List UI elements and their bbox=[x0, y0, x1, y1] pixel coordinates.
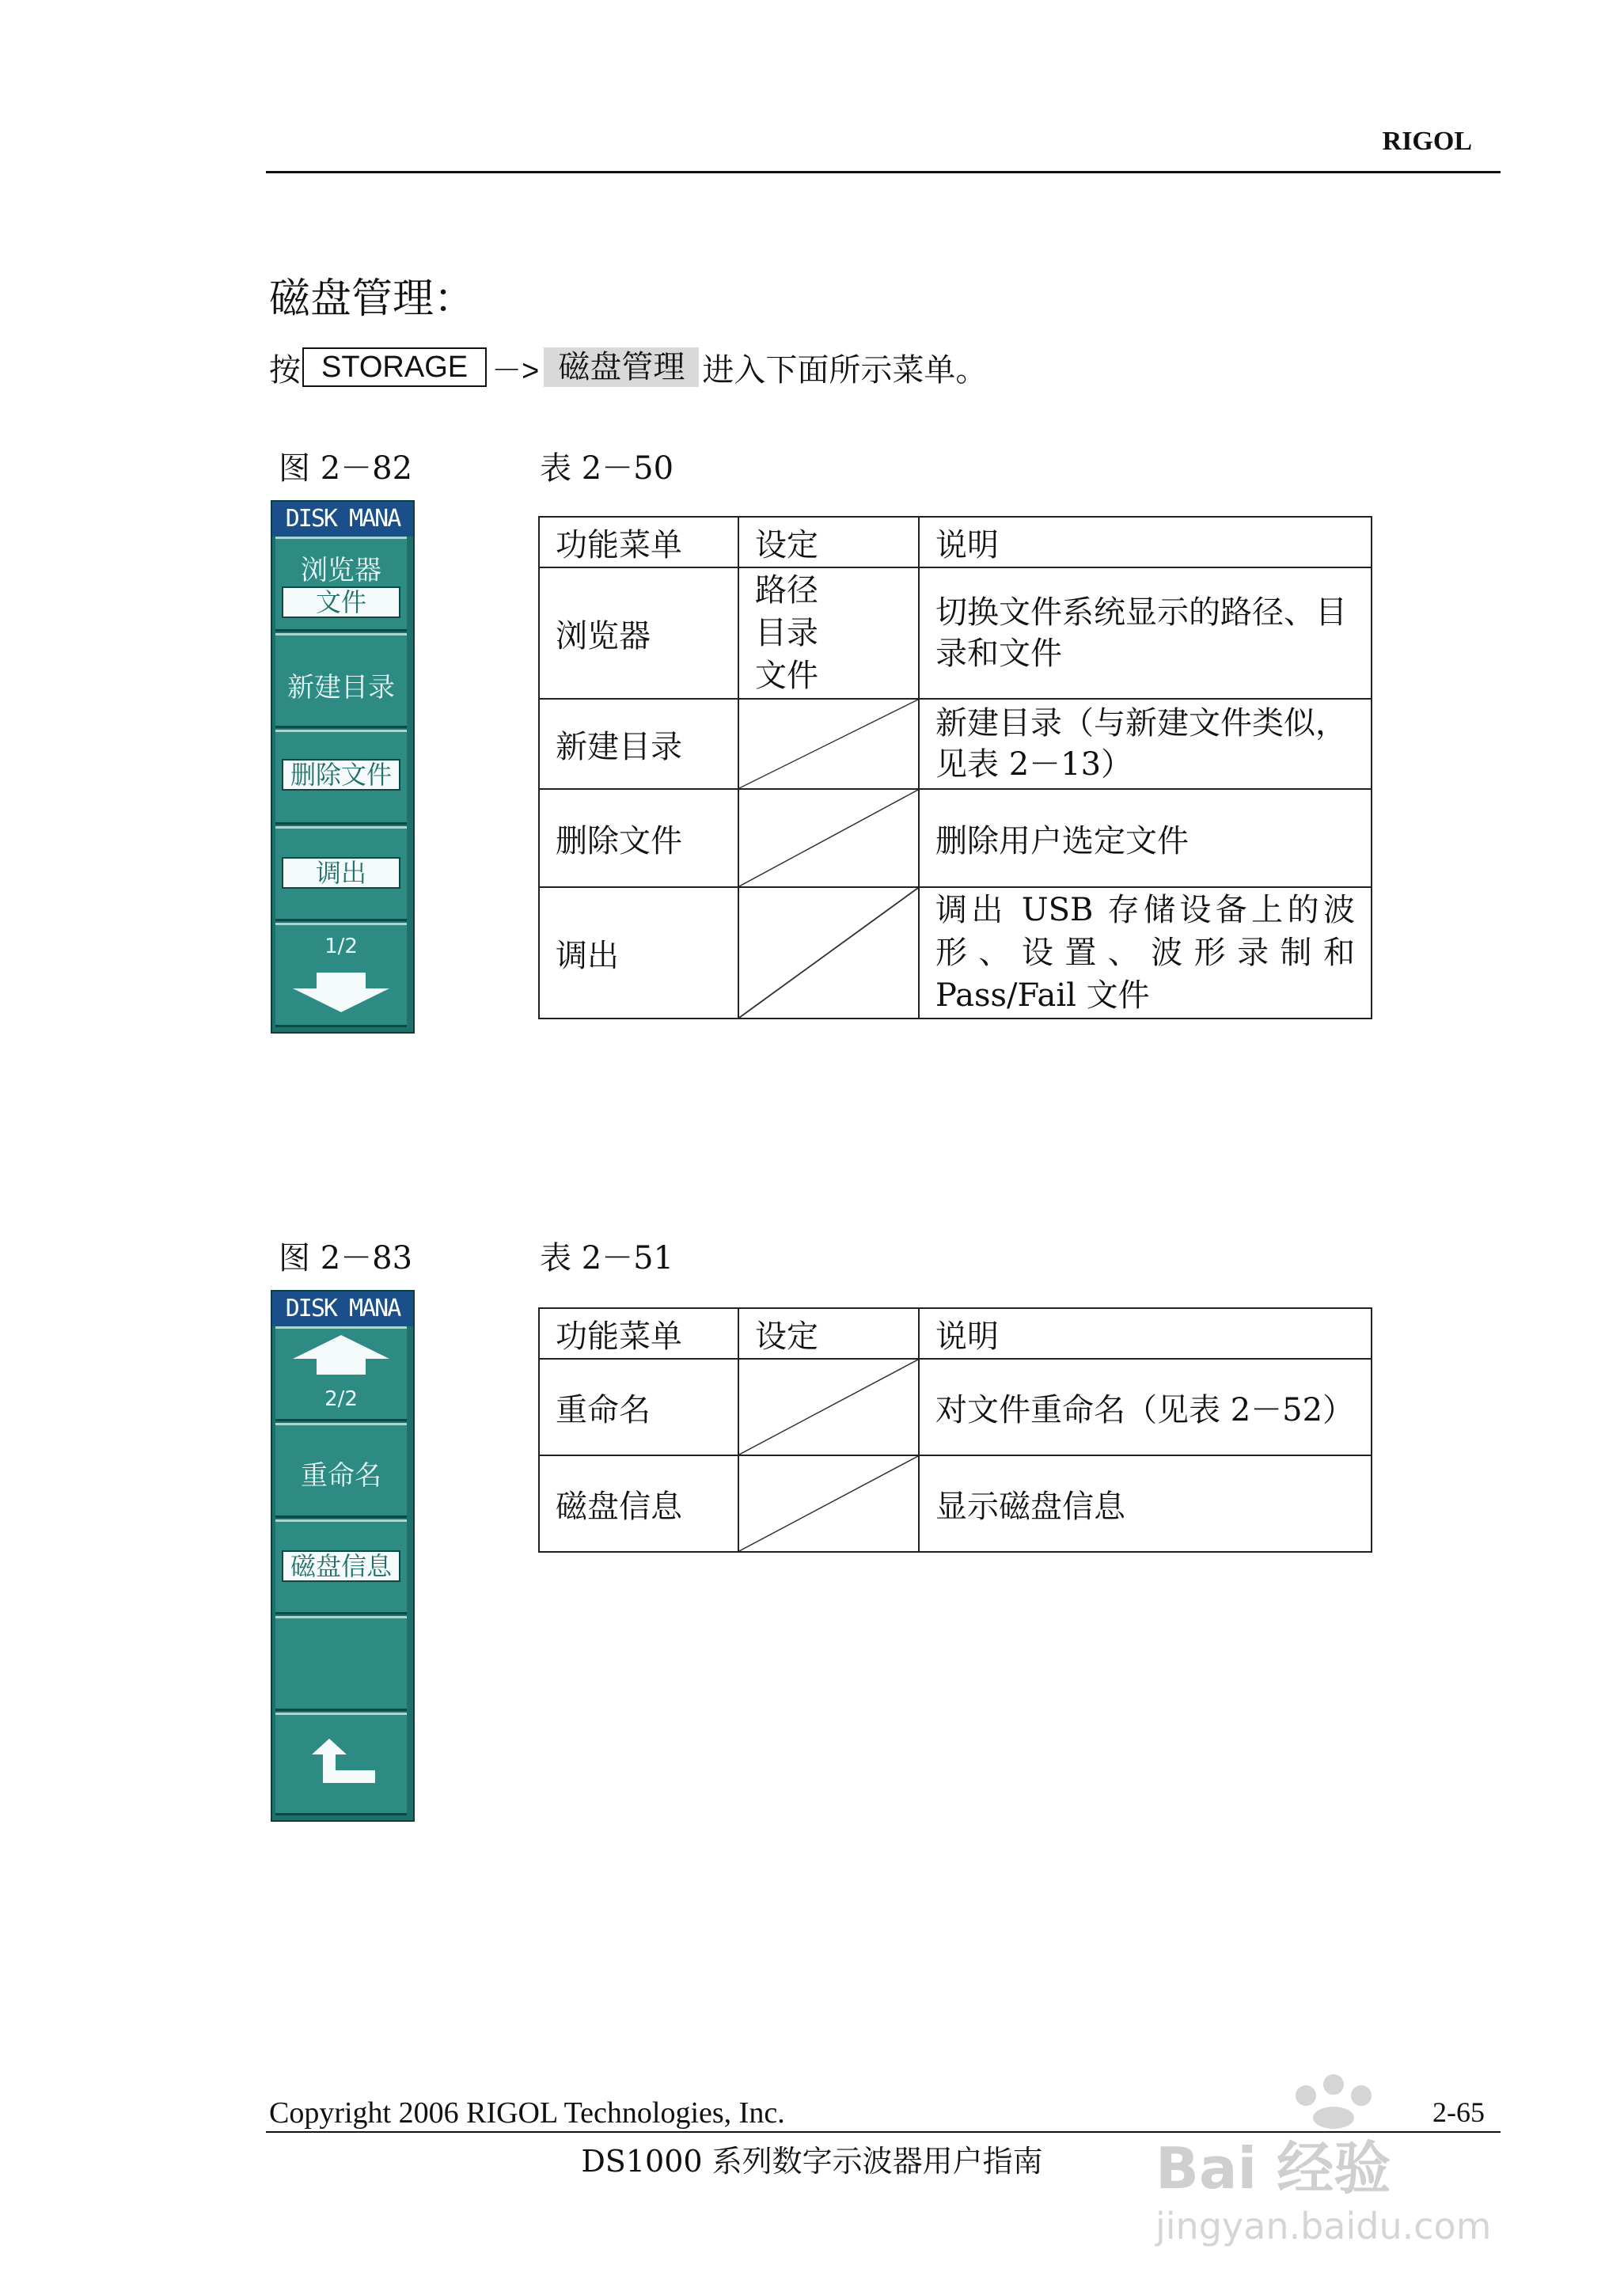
table-header: 功能菜单 bbox=[539, 1308, 738, 1359]
menu-item-label: 重命名 bbox=[301, 1460, 381, 1492]
intro-suffix: 进入下面所示菜单。 bbox=[702, 351, 988, 389]
return-arrow-icon bbox=[312, 1739, 375, 1786]
page-number: 2-65 bbox=[1432, 2096, 1485, 2128]
arrow-text: －> bbox=[491, 354, 540, 388]
brand-logo-text: RIGOL bbox=[1382, 127, 1472, 156]
intro-line bbox=[269, 347, 987, 388]
menu-title: DISK MANA bbox=[272, 1292, 413, 1326]
figure-caption-2: 图 2－83 bbox=[279, 1240, 413, 1276]
softkey-label: 磁盘管理 bbox=[544, 347, 699, 387]
arrow-down-icon bbox=[293, 973, 389, 1012]
menu-cell: 调出 bbox=[539, 887, 738, 1019]
function-table-1 bbox=[538, 516, 1372, 1019]
menu-item-recall[interactable] bbox=[275, 826, 407, 921]
empty-setting-cell bbox=[738, 887, 919, 1019]
setting-option: 目录 bbox=[755, 615, 818, 651]
disk-menu-page1 bbox=[271, 500, 415, 1034]
table-header: 设定 bbox=[738, 517, 919, 567]
menu-item-value: 删除文件 bbox=[282, 759, 400, 791]
guide-title: DS1000 系列数字示波器用户指南 bbox=[581, 2144, 1043, 2179]
desc-line: 形 、 设 置 、 波 形 录 制 和 bbox=[935, 935, 1355, 971]
table-header: 功能菜单 bbox=[539, 517, 738, 567]
menu-item-back[interactable] bbox=[275, 1713, 407, 1815]
empty-setting-cell bbox=[738, 1359, 919, 1455]
table-row bbox=[539, 789, 1372, 887]
watermark-text: Bai 经验 bbox=[1155, 2135, 1391, 2202]
menu-title: DISK MANA bbox=[272, 502, 413, 537]
menu-item-delete-file[interactable] bbox=[275, 730, 407, 825]
menu-item-new-dir[interactable] bbox=[275, 633, 407, 728]
header-rule bbox=[266, 171, 1501, 173]
table-row bbox=[539, 1455, 1372, 1552]
baidu-watermark bbox=[1155, 2073, 1567, 2255]
arrow-up-icon bbox=[293, 1335, 389, 1375]
paw-logo-icon bbox=[1274, 2073, 1393, 2129]
setting-option: 路径 bbox=[755, 572, 818, 609]
menu-cell: 删除文件 bbox=[539, 789, 738, 887]
table-row bbox=[539, 567, 1372, 699]
disk-menu-page2 bbox=[271, 1290, 415, 1822]
settings-cell bbox=[738, 567, 919, 699]
page-indicator: 2/2 bbox=[324, 1387, 358, 1411]
table-row bbox=[539, 887, 1372, 1019]
section-title: 磁盘管理： bbox=[269, 275, 476, 323]
menu-item-label: 浏览器 bbox=[301, 555, 381, 586]
menu-item-disk-info[interactable] bbox=[275, 1519, 407, 1614]
table-row bbox=[539, 699, 1372, 789]
table-row bbox=[539, 1359, 1372, 1455]
menu-item-label: 新建目录 bbox=[287, 672, 395, 704]
menu-item-empty bbox=[275, 1616, 407, 1711]
table-header: 设定 bbox=[738, 1308, 919, 1359]
figure-caption-1: 图 2－82 bbox=[279, 450, 413, 487]
description-cell: 新建目录（与新建文件类似，见表 2－13） bbox=[919, 699, 1372, 789]
menu-cell: 磁盘信息 bbox=[539, 1455, 738, 1552]
menu-item-next-page[interactable] bbox=[275, 923, 407, 1027]
description-cell bbox=[919, 887, 1372, 1019]
menu-item-value: 调出 bbox=[282, 857, 400, 889]
menu-item-value: 磁盘信息 bbox=[282, 1550, 400, 1582]
menu-item-value: 文件 bbox=[282, 586, 400, 618]
storage-key-label: STORAGE bbox=[302, 347, 487, 387]
description-cell: 对文件重命名（见表 2－52） bbox=[919, 1359, 1372, 1455]
description-cell: 删除用户选定文件 bbox=[919, 789, 1372, 887]
table-caption-2: 表 2－51 bbox=[540, 1240, 674, 1276]
description-cell: 显示磁盘信息 bbox=[919, 1455, 1372, 1552]
table-caption-1: 表 2－50 bbox=[540, 450, 674, 487]
page-indicator: 1/2 bbox=[324, 935, 358, 958]
description-cell: 切换文件系统显示的路径、目录和文件 bbox=[919, 567, 1372, 699]
intro-prefix: 按 bbox=[269, 351, 301, 389]
menu-cell: 重命名 bbox=[539, 1359, 738, 1455]
desc-line: 调出 USB 存储设备上的波 bbox=[935, 892, 1355, 928]
menu-cell: 新建目录 bbox=[539, 699, 738, 789]
empty-setting-cell bbox=[738, 699, 919, 789]
table-header: 说明 bbox=[919, 1308, 1372, 1359]
setting-option: 文件 bbox=[755, 658, 818, 694]
menu-item-prev-page[interactable] bbox=[275, 1326, 407, 1421]
watermark-url: jingyan.baidu.com bbox=[1155, 2205, 1492, 2248]
menu-item-browser[interactable] bbox=[275, 537, 407, 632]
menu-cell: 浏览器 bbox=[539, 567, 738, 699]
function-table-2 bbox=[538, 1307, 1372, 1553]
copyright: Copyright 2006 RIGOL Technologies, Inc. bbox=[269, 2096, 785, 2130]
empty-setting-cell bbox=[738, 789, 919, 887]
table-header: 说明 bbox=[919, 517, 1372, 567]
desc-line: Pass/Fail 文件 bbox=[935, 977, 1150, 1014]
empty-setting-cell bbox=[738, 1455, 919, 1552]
menu-item-rename[interactable] bbox=[275, 1423, 407, 1518]
